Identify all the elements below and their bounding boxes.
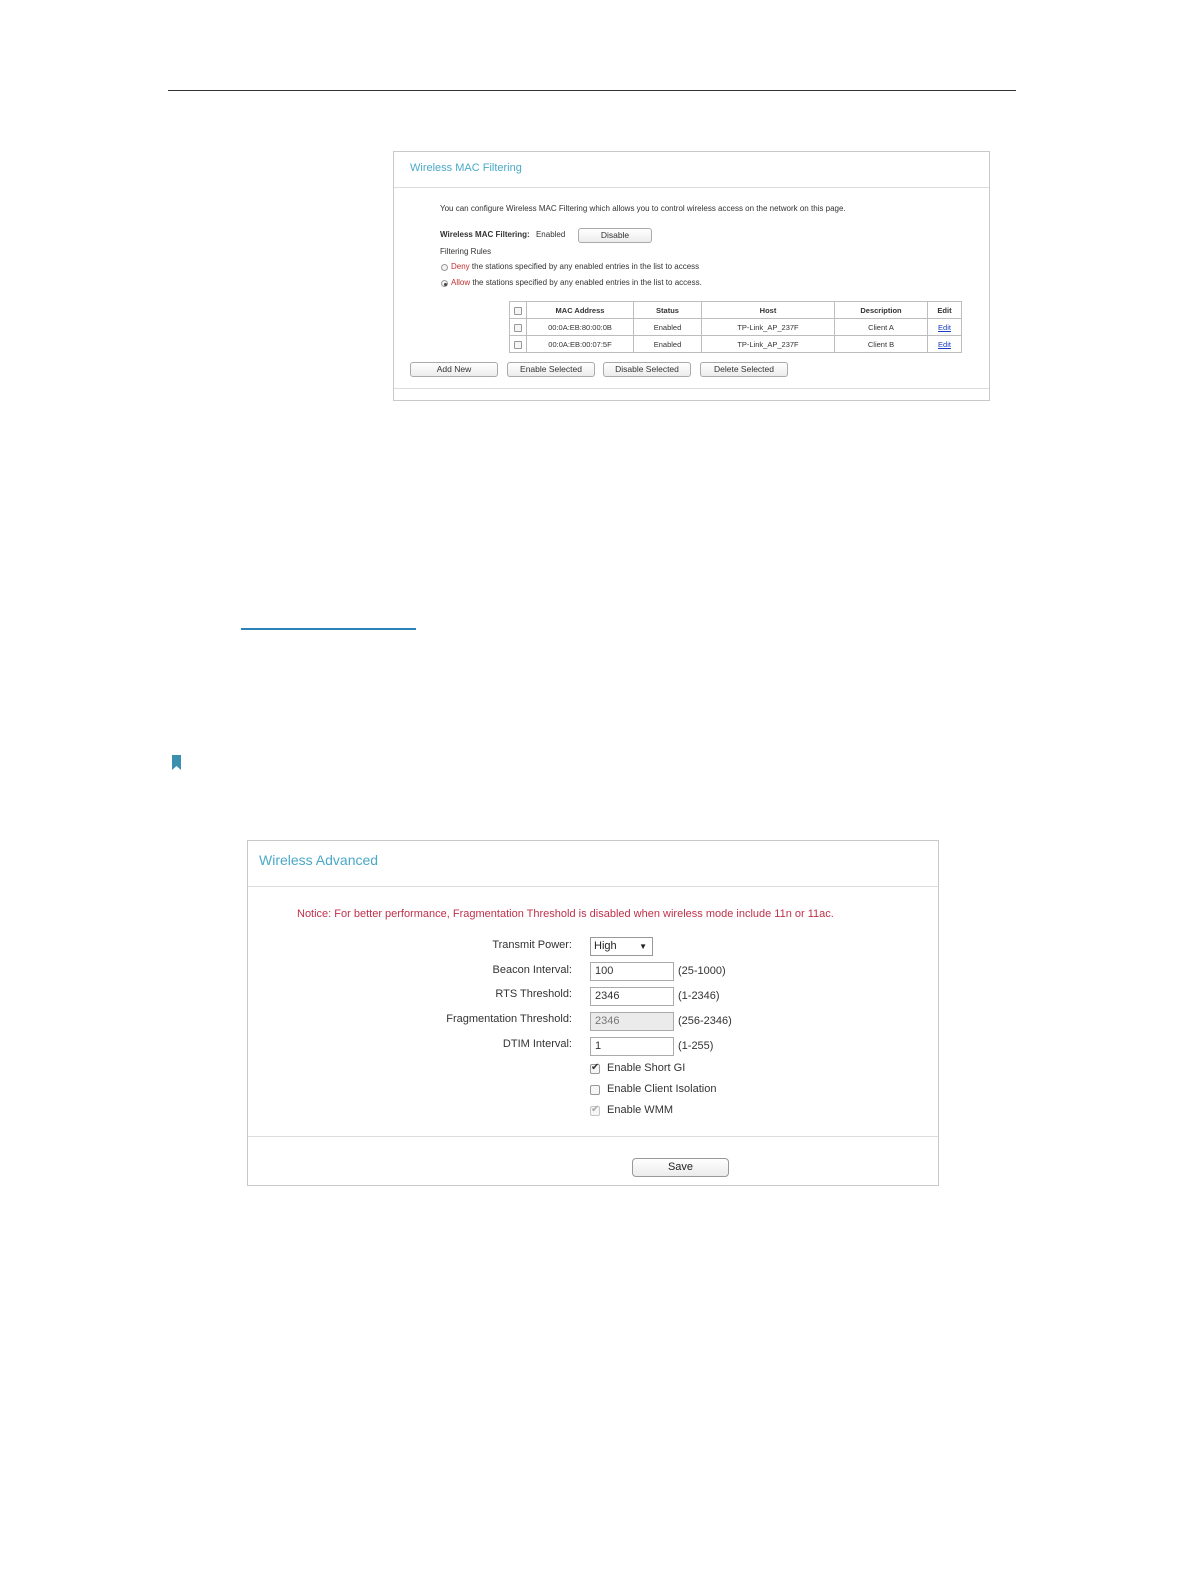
bookmark-icon [172, 755, 181, 770]
client-isolation-label: Enable Client Isolation [607, 1083, 717, 1095]
delete-selected-button[interactable]: Delete Selected [700, 362, 788, 377]
cell-status: Enabled [634, 336, 702, 353]
mac-filter-table [509, 301, 962, 353]
allow-keyword: Allow [451, 278, 471, 287]
divider [394, 388, 989, 389]
select-all-cell [510, 302, 527, 319]
short-gi-label: Enable Short GI [607, 1062, 686, 1074]
cell-host: TP-Link_AP_237F [702, 319, 835, 336]
dtim-interval-label: DTIM Interval: [502, 1038, 572, 1050]
fragmentation-threshold-input[interactable]: 2346 [590, 1012, 674, 1031]
col-description: Description [835, 302, 928, 319]
filtering-rules-heading: Filtering Rules [440, 247, 492, 256]
beacon-interval-input[interactable]: 100 [590, 962, 674, 981]
disable-filtering-button[interactable]: Disable [578, 228, 652, 243]
beacon-interval-range: (25-1000) [678, 965, 726, 977]
cell-mac: 00:0A:EB:00:07:5F [527, 336, 634, 353]
notice-text: Notice: For better performance, Fragmentation Threshold is disabled when wireless mode include 11n or 11ac. [297, 908, 834, 920]
dtim-interval-range: (1-255) [678, 1040, 714, 1052]
page-description: You can configure Wireless MAC Filtering which allows you to control wireless access on the network on this page. [440, 204, 846, 213]
row-select-cell [510, 336, 527, 353]
allow-rule-label [451, 278, 702, 287]
allow-radio[interactable] [441, 280, 448, 287]
row-checkbox[interactable] [514, 324, 522, 332]
mac-filtering-panel [393, 151, 990, 401]
divider [248, 886, 938, 887]
wmm-checkbox[interactable] [590, 1106, 600, 1116]
rts-threshold-label: RTS Threshold: [495, 988, 572, 1000]
cell-description: Client B [835, 336, 928, 353]
wireless-advanced-panel [247, 840, 939, 1186]
col-status: Status [634, 302, 702, 319]
cell-status: Enabled [634, 319, 702, 336]
deny-radio[interactable] [441, 264, 448, 271]
rts-threshold-input[interactable]: 2346 [590, 987, 674, 1006]
cell-edit [928, 336, 962, 353]
cell-edit [928, 319, 962, 336]
add-new-button[interactable]: Add New [410, 362, 498, 377]
row-checkbox[interactable] [514, 341, 522, 349]
wmm-label: Enable WMM [607, 1104, 674, 1116]
cell-host: TP-Link_AP_237F [702, 336, 835, 353]
fragmentation-threshold-range: (256-2346) [678, 1015, 732, 1027]
transmit-power-select[interactable] [590, 937, 653, 956]
panel-title: Wireless Advanced [259, 852, 379, 868]
save-button[interactable]: Save [632, 1158, 729, 1177]
table-row [510, 319, 962, 336]
short-gi-checkbox[interactable] [590, 1064, 600, 1074]
col-mac-address: MAC Address [527, 302, 634, 319]
disable-selected-button[interactable]: Disable Selected [603, 362, 691, 377]
row-select-cell [510, 319, 527, 336]
col-edit: Edit [928, 302, 962, 319]
checkmark-icon: ✔ [591, 1062, 600, 1073]
mac-filtering-status [440, 230, 565, 239]
status-value: Enabled [535, 230, 566, 239]
cell-mac: 00:0A:EB:80:00:0B [527, 319, 634, 336]
select-all-checkbox[interactable] [514, 307, 522, 315]
deny-keyword: Deny [451, 262, 470, 271]
divider [248, 1136, 938, 1137]
cell-description: Client A [835, 319, 928, 336]
rts-threshold-range: (1-2346) [678, 990, 720, 1002]
deny-rule-text: the stations specified by any enabled entries in the list to access [469, 262, 700, 271]
allow-rule-text: the stations specified by any enabled entries in the list to access. [470, 278, 702, 287]
status-label: Wireless MAC Filtering: [440, 230, 530, 239]
dtim-interval-input[interactable]: 1 [590, 1037, 674, 1056]
edit-link[interactable]: Edit [938, 339, 951, 349]
checkmark-icon: ✔ [591, 1104, 600, 1115]
page-header-rule [168, 90, 1016, 91]
transmit-power-label: Transmit Power: [492, 939, 572, 951]
divider [394, 187, 989, 188]
deny-rule-label [451, 262, 699, 271]
dropdown-caret-icon: ▼ [639, 942, 647, 951]
beacon-interval-label: Beacon Interval: [492, 964, 572, 976]
table-row [510, 336, 962, 353]
col-host: Host [702, 302, 835, 319]
panel-title: Wireless MAC Filtering [410, 162, 522, 174]
client-isolation-checkbox[interactable] [590, 1085, 600, 1095]
edit-link[interactable]: Edit [938, 322, 951, 332]
table-header-row [510, 302, 962, 319]
enable-selected-button[interactable]: Enable Selected [507, 362, 595, 377]
transmit-power-value: High [594, 940, 617, 952]
section-underline [241, 628, 416, 630]
fragmentation-threshold-label: Fragmentation Threshold: [446, 1013, 572, 1025]
